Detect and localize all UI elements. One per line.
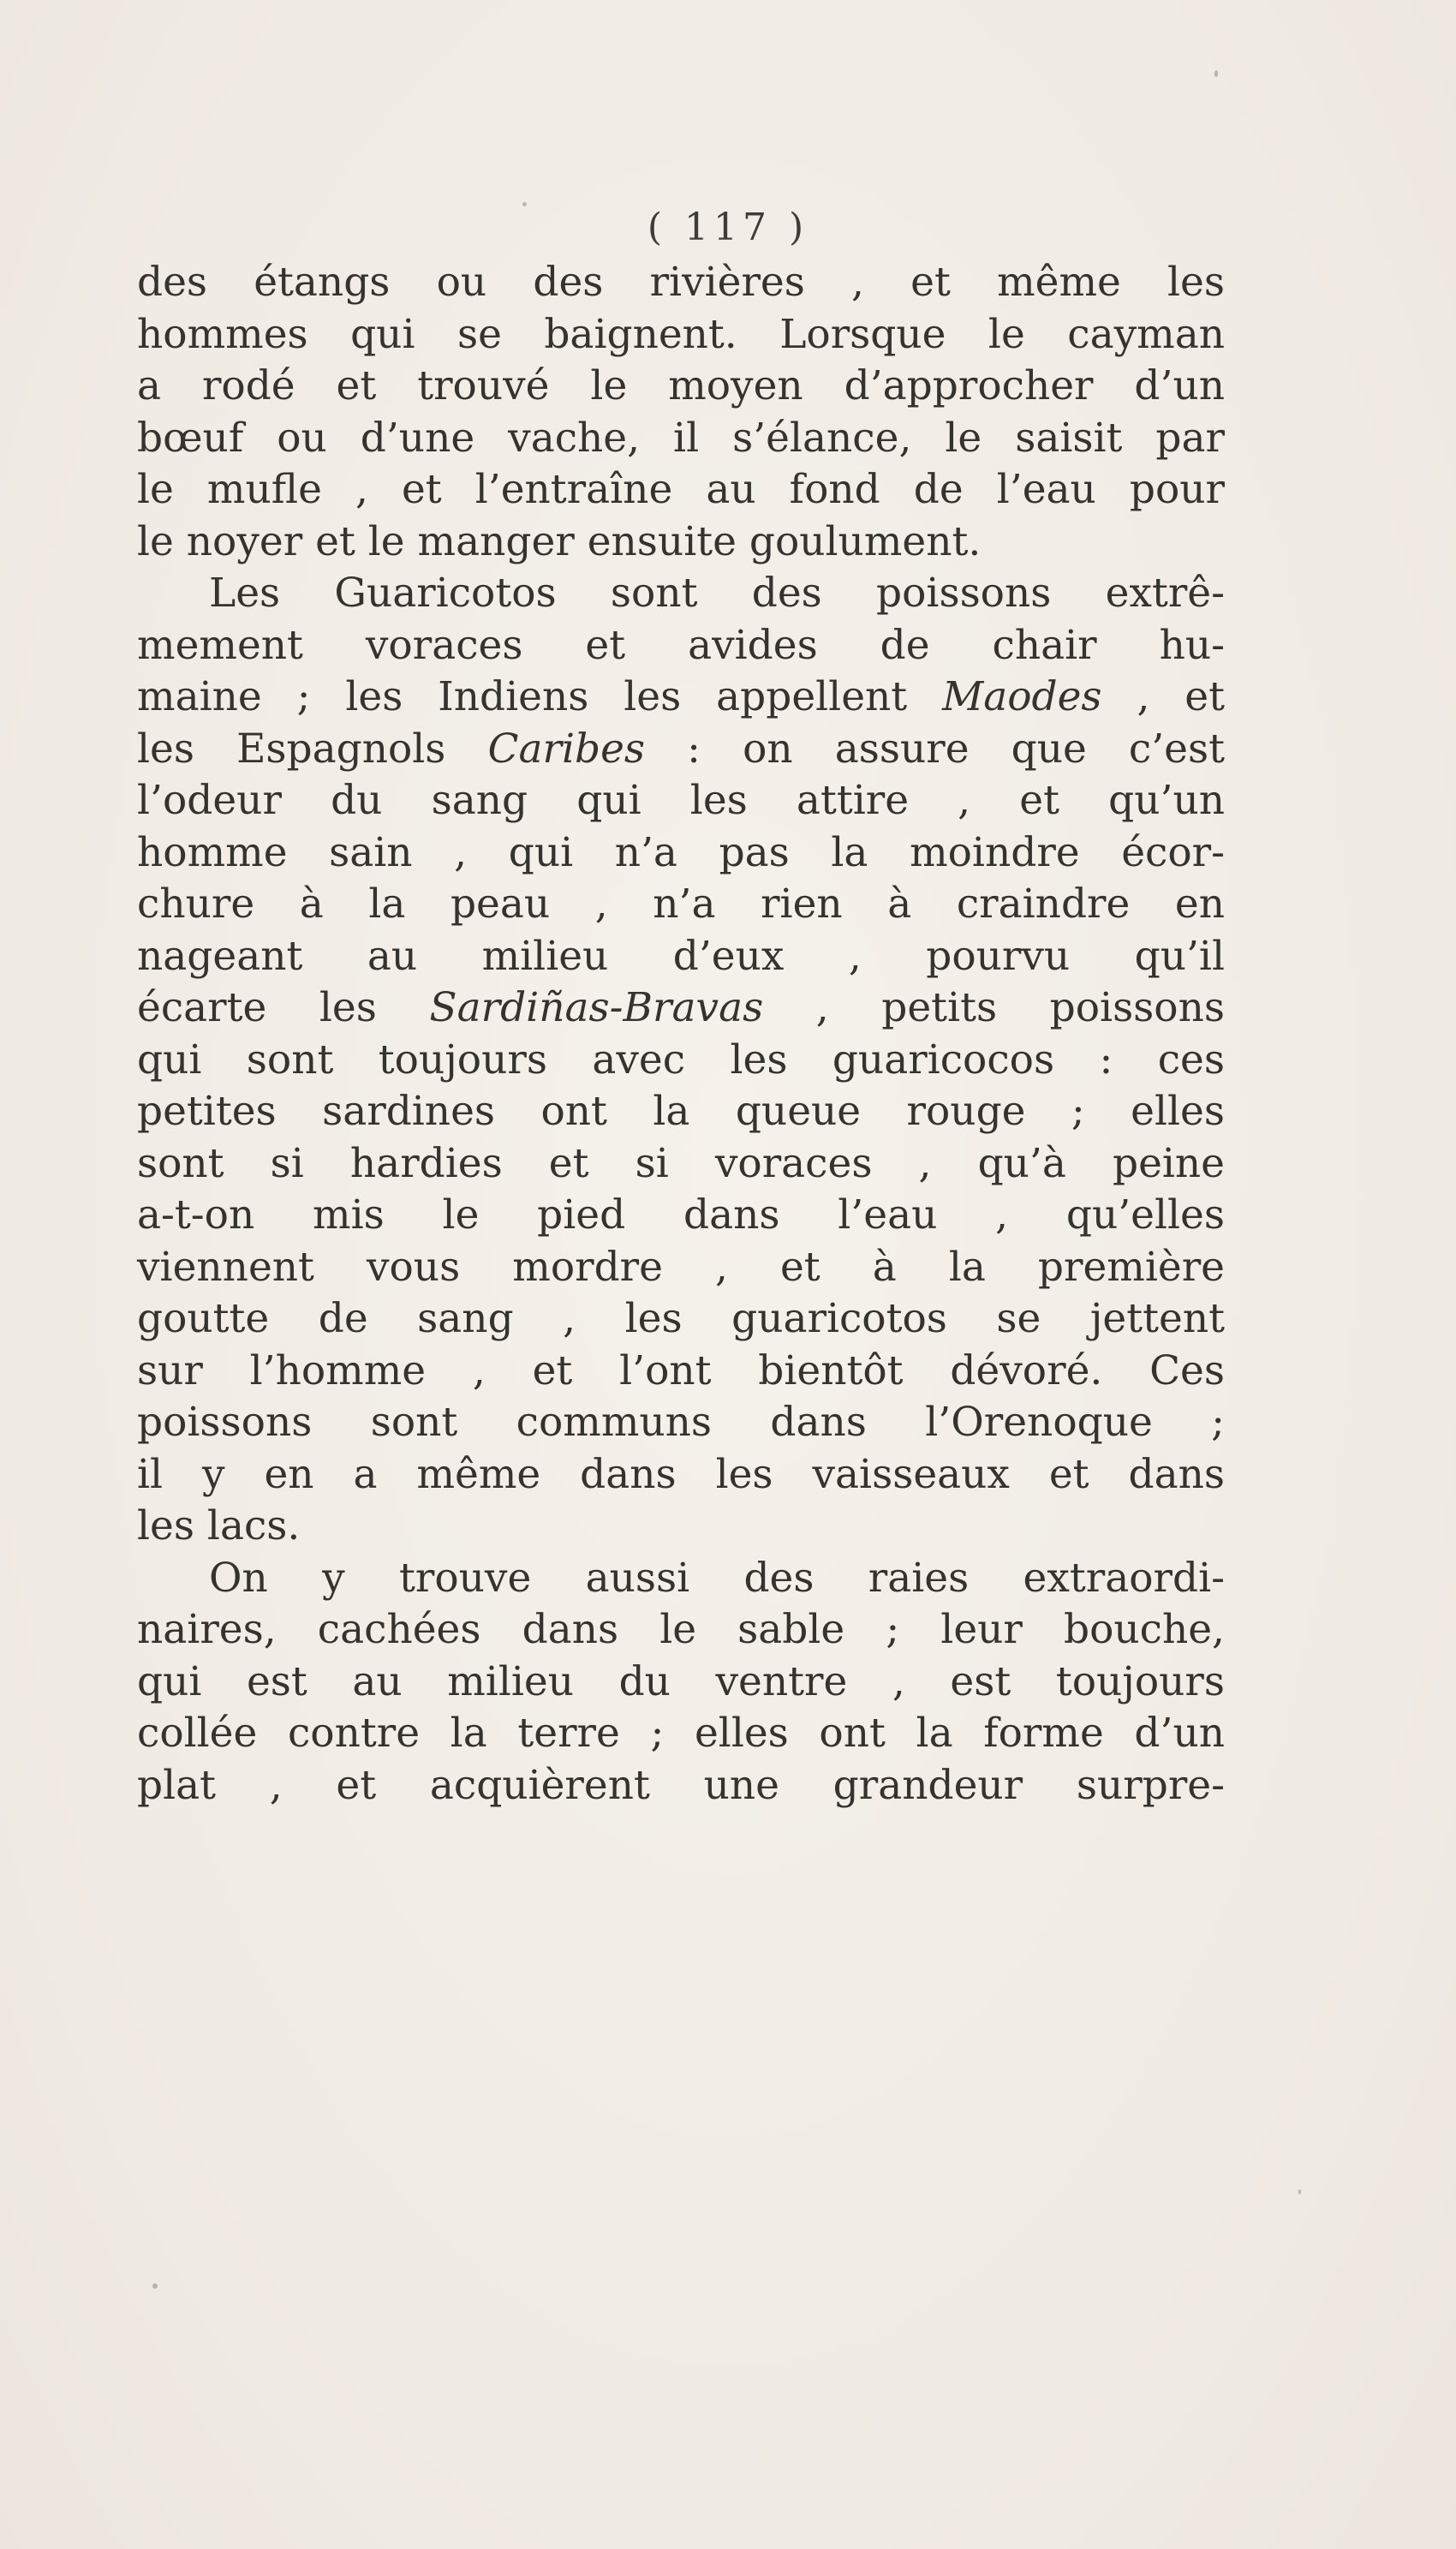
text-run: : on assure que c’est [645, 725, 1226, 773]
text-line [137, 672, 1225, 724]
text-run: sont si hardies et si voraces , qu’à peine [137, 1139, 1225, 1187]
italic-term: Sardiñas-Bravas [429, 984, 764, 1031]
text-line [137, 361, 1225, 413]
text-line [137, 1190, 1225, 1242]
text-run: qui sont toujours avec les guaricocos : ces [137, 1036, 1225, 1083]
text-line [137, 879, 1225, 931]
text-line [137, 1449, 1225, 1501]
text-line [137, 775, 1225, 827]
text-run: qui est au milieu du ventre , est toujours [137, 1657, 1225, 1705]
paper-speck [1214, 70, 1218, 77]
text-line [137, 1242, 1225, 1294]
text-line [137, 724, 1225, 776]
text-run: petites sardines ont la queue rouge ; elles [137, 1088, 1225, 1135]
text-line [137, 827, 1225, 880]
text-line [137, 1604, 1225, 1657]
body-text [137, 257, 1225, 1812]
text-run: écarte les [137, 984, 430, 1031]
text-line [137, 1501, 1225, 1553]
text-line [137, 309, 1225, 361]
text-run: des étangs ou des rivières , et même les [137, 259, 1225, 306]
text-run: a-t-on mis le pied dans l’eau , qu’elles [137, 1191, 1225, 1239]
text-run: , petits poissons [763, 984, 1225, 1031]
text-line [137, 1397, 1225, 1449]
text-line [137, 1293, 1225, 1346]
text-line [137, 1086, 1225, 1138]
text-line [137, 516, 1225, 569]
text-run: chure à la peau , n’a rien à craindre en [137, 881, 1225, 928]
text-run: viennent vous mordre , et à la première [137, 1243, 1225, 1291]
text-line [137, 1138, 1225, 1191]
page-number: ( 117 ) [647, 206, 809, 249]
text-run: sur l’homme , et l’ont bientôt dévoré. Ces [137, 1346, 1225, 1394]
text-run: maine ; les Indiens les appellent [137, 673, 943, 720]
text-run: plat , et acquièrent une grandeur surpre- [137, 1761, 1225, 1809]
text-run: On y trouve aussi des raies extraordi- [209, 1554, 1225, 1602]
text-run: naires, cachées dans le sable ; leur bouche, [137, 1606, 1225, 1653]
text-run: poissons sont communs dans l’Orenoque ; [137, 1399, 1225, 1446]
italic-term: Maodes [942, 673, 1102, 720]
text-run: Les Guaricotos sont des poissons extrê- [209, 570, 1225, 617]
text-line [137, 1346, 1225, 1398]
text-run: nageant au milieu d’eux , pourvu qu’il [137, 932, 1225, 980]
text-line [137, 464, 1225, 516]
text-run: le mufle , et l’entraîne au fond de l’eau pour [137, 466, 1225, 513]
paper-speck [1298, 2189, 1301, 2194]
text-run: goutte de sang , les guaricotos se jettent [137, 1295, 1225, 1342]
text-run: les Espagnols [137, 725, 488, 773]
text-run: hommes qui se baignent. Lorsque le cayman [137, 310, 1225, 358]
paper-speck [522, 202, 527, 206]
text-run: les lacs. [137, 1502, 301, 1549]
text-run: collée contre la terre ; elles ont la forme d’un [137, 1710, 1225, 1757]
text-run: , et [1101, 673, 1225, 720]
text-line [137, 1553, 1225, 1605]
text-line [137, 257, 1225, 309]
text-line [137, 1760, 1225, 1812]
text-run: bœuf ou d’une vache, il s’élance, le saisit par [137, 414, 1225, 462]
text-line [137, 1708, 1225, 1760]
text-run: le noyer et le manger ensuite goulument. [137, 517, 982, 565]
paper-speck [152, 2283, 158, 2289]
text-line [137, 1657, 1225, 1709]
text-line [137, 931, 1225, 983]
text-line [137, 1035, 1225, 1087]
text-line [137, 982, 1225, 1035]
text-run: mement voraces et avides de chair hu- [137, 621, 1225, 669]
text-run: il y en a même dans les vaisseaux et dans [137, 1450, 1225, 1498]
text-line [137, 568, 1225, 620]
text-line [137, 620, 1225, 672]
text-line [137, 413, 1225, 465]
text-run: l’odeur du sang qui les attire , et qu’un [137, 777, 1225, 824]
italic-term: Caribes [487, 725, 646, 773]
text-run: a rodé et trouvé le moyen d’approcher d’un [137, 362, 1225, 409]
text-run: homme sain , qui n’a pas la moindre écor- [137, 828, 1225, 876]
